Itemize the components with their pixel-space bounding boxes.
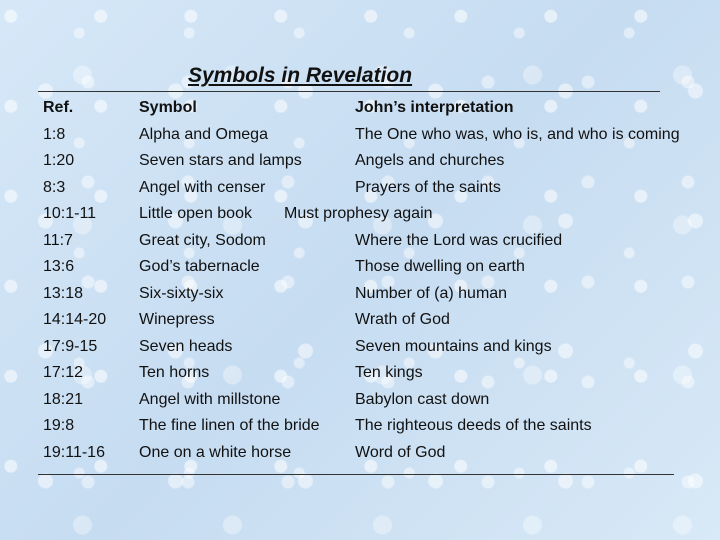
row-interpretation: Wrath of God xyxy=(355,311,450,328)
row-ref: 19:11-16 xyxy=(43,443,105,461)
table-row xyxy=(43,282,713,309)
row-ref: 1:8 xyxy=(43,125,66,143)
table-row xyxy=(43,414,713,441)
table-row xyxy=(43,176,713,203)
row-ref: 13:6 xyxy=(43,258,75,275)
header-ref: Ref. xyxy=(43,99,74,116)
row-interpretation: Ten kings xyxy=(355,364,423,381)
bottom-divider xyxy=(38,474,674,475)
row-ref: 1:20 xyxy=(43,152,75,169)
row-symbol: Angel with millstone xyxy=(139,390,281,408)
row-symbol: Seven stars and lamps xyxy=(139,152,302,169)
row-ref: 8:3 xyxy=(43,178,66,196)
table-row xyxy=(43,441,713,468)
row-ref: 19:8 xyxy=(43,417,75,434)
row-symbol: Alpha and Omega xyxy=(139,125,268,143)
row-symbol: Winepress xyxy=(139,311,215,328)
table-row xyxy=(43,123,713,150)
row-ref: 17:9-15 xyxy=(43,337,98,355)
row-interpretation: Those dwelling on earth xyxy=(355,258,525,275)
row-interpretation: Must prophesy again xyxy=(284,205,433,222)
row-ref: 13:18 xyxy=(43,284,84,302)
top-divider xyxy=(38,91,660,92)
table-row xyxy=(43,361,713,388)
table-header xyxy=(43,96,713,123)
row-symbol: Ten horns xyxy=(139,364,210,381)
row-symbol: Six-sixty-six xyxy=(139,284,224,302)
row-symbol: Little open book xyxy=(139,205,252,222)
row-symbol: One on a white horse xyxy=(139,443,292,461)
header-interpretation: John’s interpretation xyxy=(355,99,514,116)
row-ref: 10:1-11 xyxy=(43,205,97,222)
table-row xyxy=(43,149,713,176)
symbols-table xyxy=(43,96,713,467)
row-interpretation: Word of God xyxy=(355,443,446,461)
table-row xyxy=(43,335,713,362)
row-symbol: God’s tabernacle xyxy=(139,258,260,275)
row-interpretation: Angels and churches xyxy=(355,152,505,169)
row-ref: 14:14-20 xyxy=(43,311,107,328)
table-row xyxy=(43,388,713,415)
table-row xyxy=(43,202,713,229)
row-symbol: Seven heads xyxy=(139,337,233,355)
row-ref: 11:7 xyxy=(43,231,73,249)
row-ref: 18:21 xyxy=(43,390,84,408)
row-symbol: The fine linen of the bride xyxy=(139,417,320,434)
table-row xyxy=(43,308,713,335)
page-title: Symbols in Revelation xyxy=(188,64,413,87)
row-symbol: Angel with censer xyxy=(139,178,266,196)
row-interpretation: Babylon cast down xyxy=(355,390,490,408)
row-interpretation: The righteous deeds of the saints xyxy=(355,417,592,434)
row-interpretation: Prayers of the saints xyxy=(355,178,501,196)
row-interpretation: The One who was, who is, and who is coming xyxy=(355,125,680,143)
row-symbol: Great city, Sodom xyxy=(139,231,266,249)
table-row xyxy=(43,229,713,256)
row-ref: 17:12 xyxy=(43,364,84,381)
header-symbol: Symbol xyxy=(139,99,197,116)
row-interpretation: Where the Lord was crucified xyxy=(355,231,563,249)
row-interpretation: Number of (a) human xyxy=(355,284,508,302)
table-row xyxy=(43,255,713,282)
row-interpretation: Seven mountains and kings xyxy=(355,337,552,355)
